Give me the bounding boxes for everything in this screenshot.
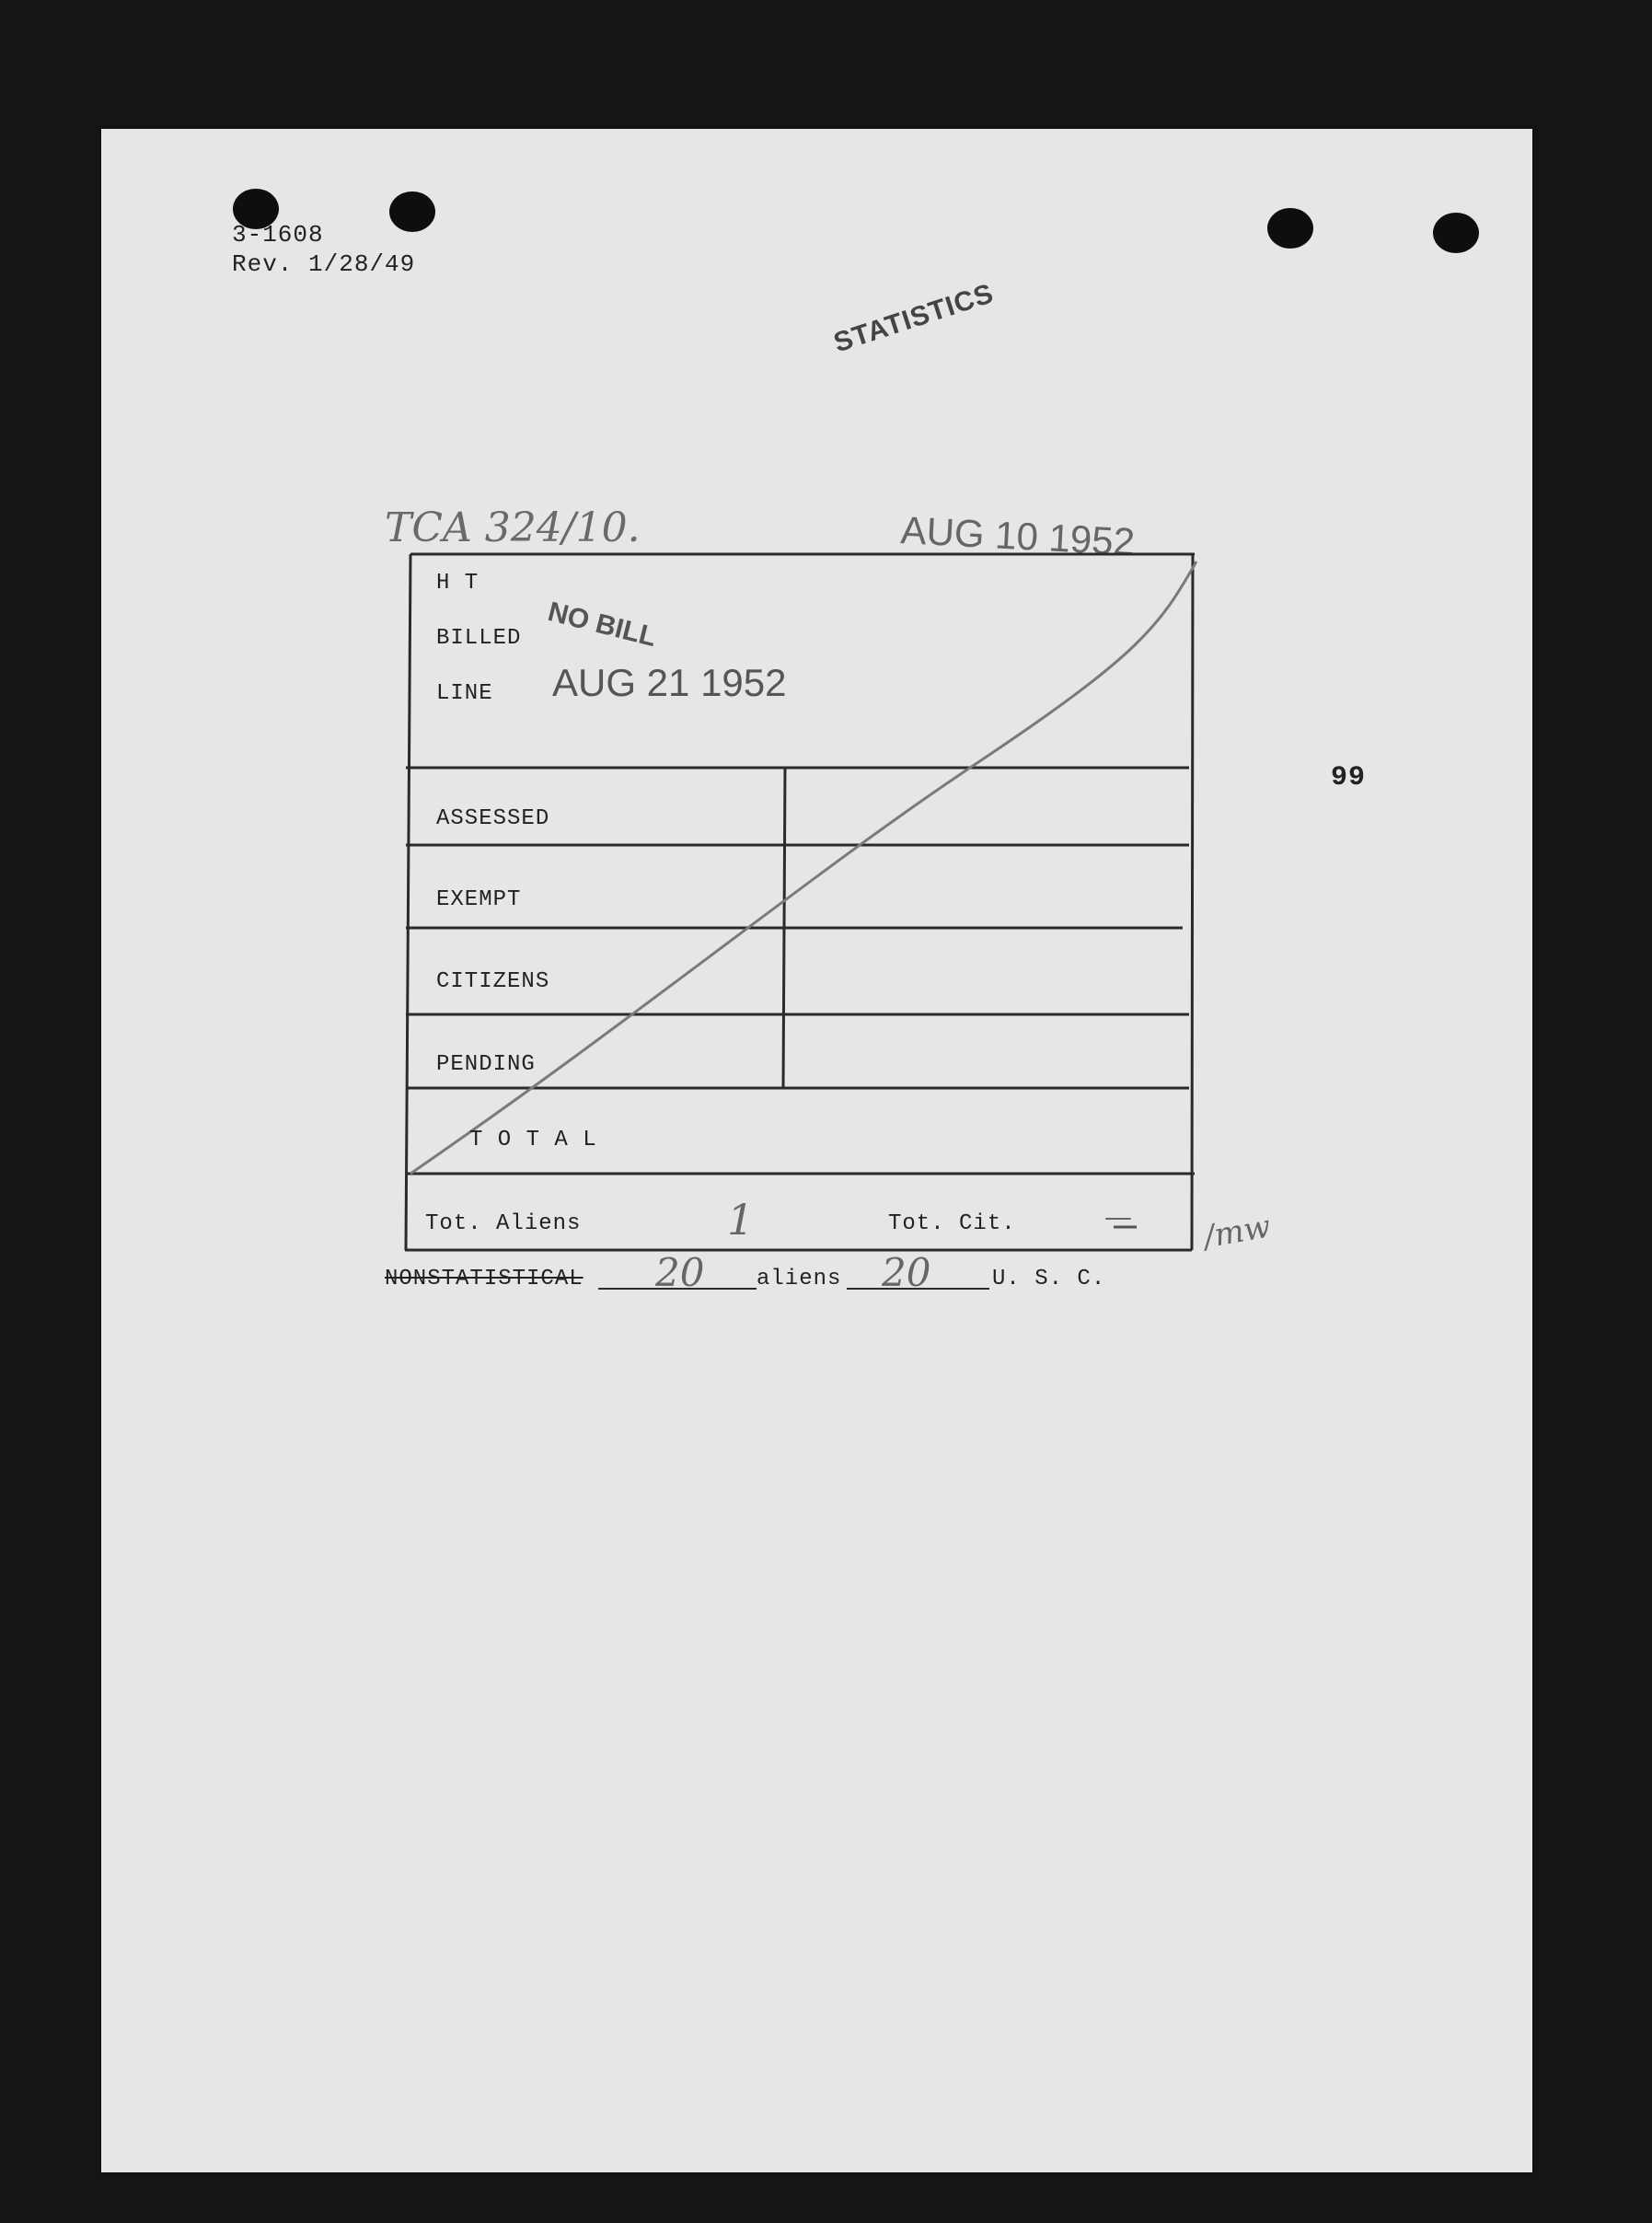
nonstat-usc-value: 20 [882,1250,931,1295]
page-number: 99 [1331,762,1367,793]
form-number: 3-1608 [232,221,324,249]
tot-cit-label: Tot. Cit. [888,1211,1016,1236]
table-header-line: LINE [436,681,493,706]
nonstat-aliens-value: 20 [655,1250,705,1295]
nonstat-aliens-label: aliens [757,1267,842,1291]
row-exempt: EXEMPT [436,887,522,912]
table-header-ht: H T [436,571,479,596]
date-received-stamp: AUG 10 1952 [899,508,1137,564]
cancel-stroke [410,562,1196,1174]
nonstatistical-label: NONSTATISTICAL [385,1267,583,1291]
tot-aliens-value: 1 [727,1195,755,1245]
row-citizens: CITIZENS [436,969,550,994]
handwritten-reference: TCA 324/10. [385,504,641,551]
table-header-billed: BILLED [436,626,522,651]
form-revision: Rev. 1/28/49 [232,250,416,278]
tot-cit-value: — [1104,1201,1132,1233]
tot-aliens-label: Tot. Aliens [425,1211,582,1236]
row-total: T O T A L [469,1128,597,1152]
statistics-stamp: STATISTICS [830,278,998,359]
row-pending: PENDING [436,1052,536,1077]
handwritten-initials: /mw [1201,1208,1274,1256]
nonstat-usc-label: U. S. C. [992,1267,1106,1291]
row-assessed: ASSESSED [436,806,550,831]
no-bill-stamp: NO BILL [545,596,660,654]
date-billed-stamp: AUG 21 1952 [552,661,787,704]
